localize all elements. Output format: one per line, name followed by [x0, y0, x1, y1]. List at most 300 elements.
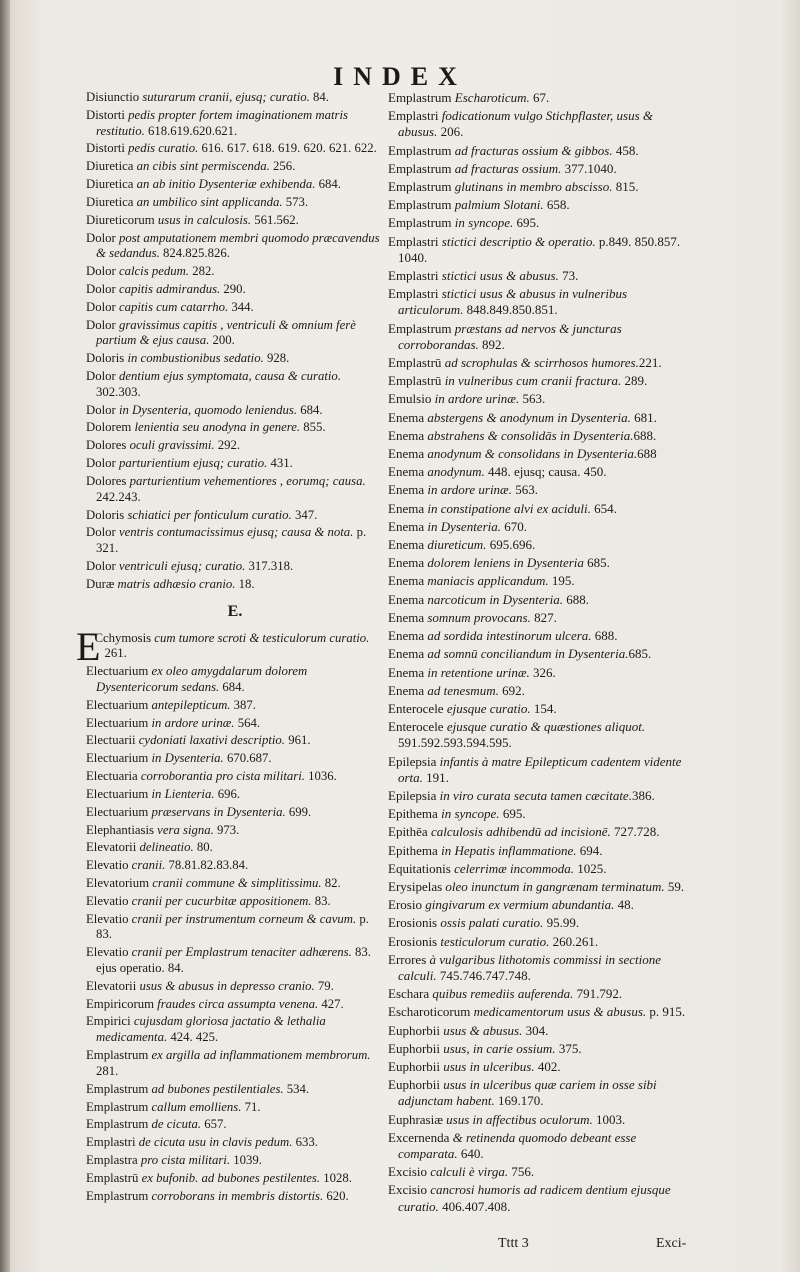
entry-pages: 684. [315, 177, 341, 192]
entry-pages: 699. [285, 804, 312, 819]
entry-pages: 71. [241, 1099, 261, 1114]
entry-pages: 84. [309, 90, 329, 104]
entry-text: cranii per Emplastrum tenaciter adhærens. [131, 945, 352, 960]
entry-text: cydoniati laxativi descriptio. [138, 733, 285, 748]
entry-text: usus & abusus in depresso cranio. [139, 978, 315, 993]
entry-pages: 242.243. [96, 489, 141, 504]
entry-text: præservans in Dysenteria. [151, 804, 286, 819]
entry-pages: 654. [590, 500, 617, 516]
entry-headword: Equitationis [388, 860, 455, 876]
entry-text: an cibis sint permiscenda. [136, 159, 270, 174]
entry-text: matris adhæsio cranio. [117, 576, 236, 591]
entry-text: gingivarum ex vermium abundantia. [425, 897, 615, 913]
entry-pages: 260.261. [549, 933, 599, 949]
entry-pages: 688 [637, 446, 657, 462]
page-header-title: INDEX [333, 62, 467, 91]
entry-pages: 688. [633, 427, 657, 443]
entry-text: ex oleo amygdalarum dolorem Dysentericorum sedans. [96, 664, 308, 694]
index-entry [388, 501, 694, 517]
index-entry [86, 90, 384, 106]
entry-pages: 855. [300, 420, 326, 435]
initial-capital: E [76, 623, 101, 669]
entry-headword: Enema [388, 446, 428, 462]
index-entry [86, 823, 384, 839]
index-entry [86, 159, 384, 175]
entry-text: in Hepatis inflammatione. [441, 842, 577, 858]
entry-pages: 561.562. [251, 212, 299, 227]
entry-headword: Disiunctio [86, 90, 143, 104]
entry-text: ventriculi ejusq; curatio. [118, 558, 246, 573]
right-entries [388, 90, 694, 1215]
entry-headword: Emplastri [388, 268, 442, 284]
entry-text: infantis à matre Epilepticum cadentem vidente orta. [398, 753, 682, 785]
index-entry [388, 446, 694, 462]
index-entry [388, 1023, 694, 1039]
index-entry [86, 264, 384, 280]
entry-headword: Enema [388, 591, 428, 607]
entry-headword: Diureticorum [86, 212, 158, 227]
index-entry [388, 234, 694, 266]
entry-headword: Emplastrum [388, 160, 455, 176]
entry-text: calcis pedum. [118, 264, 190, 279]
index-entry [388, 788, 694, 804]
index-entry [388, 934, 694, 950]
entry-pages: 892. [478, 336, 505, 352]
entry-text: usus in ulceribus. [443, 1058, 535, 1074]
entry-headword: Erosionis [388, 915, 441, 931]
entry-headword: Electuarium [86, 804, 152, 819]
entry-headword: Electuaria [86, 769, 141, 784]
entry-headword: Diuretica [86, 159, 137, 174]
entry-pages: 695. [499, 806, 526, 822]
entry-pages: 928. [263, 351, 290, 366]
index-entry [388, 179, 694, 195]
entry-headword: Erosio [388, 897, 426, 913]
entry-pages: 67. [529, 90, 550, 105]
entry-text: maniacis applicandum. [427, 573, 549, 589]
entry-headword: Enterocele [388, 700, 447, 716]
entry-pages: 696. [214, 786, 241, 801]
entry-headword: Erosionis [388, 933, 441, 949]
index-entry [388, 646, 694, 662]
index-entry [388, 1059, 694, 1075]
index-entry [86, 474, 384, 506]
entry-pages: 745.746.747.748. [436, 967, 531, 983]
index-entry [388, 701, 694, 717]
entry-pages: 261. [104, 646, 127, 661]
entry-headword: Erysipelas [388, 878, 446, 894]
index-entry [388, 143, 694, 159]
entry-headword: Enema [388, 537, 428, 553]
entry-pages: 961. [285, 733, 311, 748]
entry-text: ossis palati curatio. [440, 915, 544, 931]
entry-text: dentium ejus symptomata, causa & curatio. [118, 369, 341, 383]
entry-text: calculosis adhibendū ad incisionē. [430, 824, 611, 840]
index-entry [86, 1048, 384, 1080]
entry-headword: Dolores [86, 438, 130, 453]
entry-headword: Emplastrum [388, 215, 455, 231]
index-entry [388, 410, 694, 426]
entry-headword: Excernenda [388, 1129, 453, 1145]
index-entry [86, 894, 384, 910]
entry-pages: 290. [220, 281, 246, 296]
entry-headword: Epilepsia [388, 753, 440, 769]
entry-headword: Elephantiasis [86, 822, 158, 837]
index-entry [86, 231, 384, 263]
entry-text: in Lienteria. [151, 786, 215, 801]
index-entry [388, 897, 694, 913]
entry-text: præstans ad nervos & juncturas corroborandas. [398, 320, 622, 352]
entry-text: usus in calculosis. [157, 212, 252, 227]
index-entry [86, 108, 384, 140]
index-entry [388, 1041, 694, 1057]
entry-headword: Enema [388, 646, 428, 662]
entry-headword: Dolor [86, 299, 119, 314]
entry-text: in Dysenteria, quomodo leniendus. [118, 402, 298, 417]
entry-pages: 681. [630, 409, 657, 425]
signature-mark: Tttt 3 [498, 1236, 529, 1251]
index-entry [86, 141, 384, 157]
index-entry [388, 428, 694, 444]
entry-pages: 18. [235, 576, 255, 591]
entry-pages: p.849. 850.857. 1040. [398, 233, 681, 265]
entry-headword: Errores [388, 951, 430, 967]
index-entry [388, 161, 694, 177]
entry-pages: 1036. [304, 769, 337, 784]
entry-text: de cicuta. [151, 1117, 202, 1132]
entry-headword: Enema [388, 555, 428, 571]
entry-pages: 695.696. [486, 537, 536, 553]
entry-pages: 200. [209, 333, 235, 348]
entry-pages: 563. [519, 391, 546, 407]
entry-text: fraudes circa assumpta venena. [157, 996, 319, 1011]
entry-headword: Emplastrum [86, 1117, 152, 1132]
catchword: Exci- [656, 1236, 687, 1251]
index-entry [86, 577, 384, 593]
index-entry [388, 391, 694, 407]
entry-pages: 573. [282, 194, 309, 209]
entry-headword: Euphorbii [388, 1040, 444, 1056]
entry-headword: Emplastrum [86, 1048, 152, 1063]
index-entry [86, 698, 384, 714]
entry-text: pedis curatio. [128, 141, 199, 156]
entry-headword: Eschara [388, 986, 433, 1002]
entry-text: calculi è virga. [430, 1164, 509, 1180]
entry-pages: 688. [562, 591, 589, 607]
entry-headword: Emplastrum [86, 1081, 152, 1096]
entry-headword: Electuarium [86, 786, 152, 801]
index-entry [388, 215, 694, 231]
index-entry [86, 1171, 384, 1187]
entry-pages: 534. [283, 1081, 310, 1096]
entry-pages: 827. [530, 609, 557, 625]
entry-headword: Diuretica [86, 194, 137, 209]
entry-pages: 564. [234, 715, 260, 730]
entry-headword: Empirici [86, 1014, 134, 1029]
entry-headword: Electuarium [86, 664, 152, 679]
entry-pages: 289. [621, 373, 648, 389]
entry-headword: Dolorem [86, 420, 135, 435]
index-entry [388, 537, 694, 553]
entry-headword: Epithema [388, 806, 442, 822]
index-entry [86, 912, 384, 944]
index-entry [86, 508, 384, 524]
entry-text: à vulgaribus lithotomis commissi in sectione calculi. [398, 951, 661, 983]
entry-text: cranii per cucurbitæ appositionem. [131, 893, 312, 908]
index-entry [86, 420, 384, 436]
entry-text: de cicuta usu in clavis pedum. [138, 1135, 293, 1150]
left-entries-d [86, 90, 384, 593]
entry-pages: 221. [638, 355, 662, 371]
entry-pages: 317.318. [245, 558, 294, 573]
entry-headword: Enema [388, 464, 428, 480]
index-entry [86, 716, 384, 732]
entry-headword: Dolores [86, 473, 130, 488]
entry-pages: 282. [189, 264, 215, 279]
entry-pages: 427. [318, 996, 344, 1011]
entry-text: parturientium vehementiores , eorumq; causa. [129, 473, 366, 488]
entry-headword: Dolor [86, 456, 119, 471]
entry-pages: 684. [297, 402, 323, 417]
index-entry [388, 108, 694, 140]
entry-headword: Emplastri [388, 286, 442, 302]
index-entry [388, 610, 694, 626]
entry-headword: Cchymosis [94, 630, 155, 645]
entry-headword: Enema [388, 609, 428, 625]
index-entry [86, 769, 384, 785]
entry-headword: Dolor [86, 230, 119, 245]
entry-text: quibus remediis auferenda. [432, 986, 574, 1002]
index-entry [86, 1135, 384, 1151]
entry-headword: Elevatorii [86, 978, 140, 993]
index-entry [388, 824, 694, 840]
entry-text: ventris contumacissimus ejusq; causa & nota. [118, 525, 354, 540]
index-entry [86, 1100, 384, 1116]
entry-pages: 387. [230, 697, 256, 712]
entry-pages: 692. [498, 682, 525, 698]
index-entry [86, 787, 384, 803]
entry-text: oleo inunctum in gangrænam terminatum. [445, 878, 665, 894]
entry-headword: Dolor [86, 525, 119, 540]
entry-text: corroborantia pro cista militari. [140, 769, 305, 784]
entry-text: post amputationem membri quomodo præcavendus & sedandus. [96, 230, 380, 261]
entry-pages: 281. [96, 1063, 119, 1078]
entry-pages: 695. [513, 215, 540, 231]
entry-text: an ab initio Dysenteriæ exhibenda. [136, 177, 316, 192]
entry-headword: Epilepsia [388, 787, 440, 803]
entry-text: abstrahens & consolidās in Dysenteria. [427, 427, 634, 443]
page-binding-edge [0, 0, 10, 1272]
index-entry [388, 843, 694, 859]
entry-pages: 685. [628, 646, 652, 662]
entry-pages: 815. [612, 179, 639, 195]
entry-pages: 670.687. [223, 751, 272, 766]
entry-headword: Dolor [86, 369, 119, 383]
entry-text: cancrosi humoris ad radicem dentium ejusque curatio. [398, 1182, 671, 1214]
entry-pages: 375. [555, 1040, 582, 1056]
entry-headword: Emplastrum [388, 179, 455, 195]
entry-text: diureticum. [427, 537, 487, 553]
entry-pages: 326. [529, 664, 556, 680]
entry-text: usus in affectibus oculorum. [446, 1111, 593, 1127]
entry-pages: 824.825.826. [159, 246, 230, 261]
entry-text: ex argilla ad inflammationem membrorum. [151, 1048, 371, 1063]
entry-pages: 83. [311, 893, 331, 908]
entry-pages: p. 915. [646, 1004, 686, 1020]
index-entry [388, 1164, 694, 1180]
entry-headword: Emplastri [86, 1135, 139, 1150]
index-entry [86, 559, 384, 575]
entry-headword: Elevatio [86, 858, 132, 873]
entry-headword: Empiricorum [86, 996, 158, 1011]
entry-pages: 563. [511, 482, 538, 498]
entry-pages: 848.849.850.851. [463, 302, 558, 318]
entry-headword: Emplastrū [388, 373, 445, 389]
entry-text: in viro curata secuta tamen cæcitate. [439, 787, 632, 803]
entry-text: usus in ulceribus quæ cariem in osse sibi adjunctam habent. [398, 1077, 657, 1109]
entry-text: palmium Slotani. [454, 197, 544, 213]
index-entry [86, 1082, 384, 1098]
entry-pages: 424. 425. [167, 1030, 219, 1045]
entry-pages: 83. ejus operatio. 84. [96, 945, 371, 975]
entry-text: parturientium ejusq; curatio. [118, 456, 268, 471]
index-entry [76, 623, 384, 669]
index-entry [86, 195, 384, 211]
entry-headword: Epithema [388, 842, 442, 858]
entry-text: corroborans in membris distortis. [151, 1188, 324, 1203]
entry-text: anodynum. [427, 464, 485, 480]
entry-headword: Elevatio [86, 911, 132, 926]
entry-headword: Dolor [86, 281, 119, 296]
entry-pages: 78.81.82.83.84. [165, 858, 249, 873]
index-entry [388, 268, 694, 284]
entry-text: oculi gravissimi. [129, 438, 215, 453]
entry-pages: p. 83. [96, 911, 369, 942]
entry-pages: 73. [558, 268, 579, 284]
entry-pages: 48. [614, 897, 634, 913]
index-entry [86, 1117, 384, 1133]
entry-text: somnum provocans. [427, 609, 531, 625]
entry-headword: Emplastrū [388, 355, 445, 371]
entry-text: fodicationum vulgo Stichpflaster, usus & abusus. [398, 108, 654, 140]
entry-text: glutinans in membro abscisso. [454, 179, 613, 195]
entry-headword: Euphorbii [388, 1022, 444, 1038]
entry-text: an umbilico sint applicanda. [136, 194, 283, 209]
entry-headword: Electuarii [86, 733, 139, 748]
entry-headword: Elevatorium [86, 875, 153, 890]
entry-pages: 154. [530, 700, 557, 716]
entry-text: cranii commune & simplitissimu. [152, 875, 322, 890]
index-entry [388, 806, 694, 822]
entry-pages: 79. [314, 978, 334, 993]
entry-headword: Emplastrum [388, 90, 455, 105]
index-entry [388, 197, 694, 213]
entry-text: dolorem leniens in Dysenteria [427, 555, 584, 571]
index-entry [86, 876, 384, 892]
entry-text: testiculorum curatio. [440, 933, 550, 949]
index-entry [86, 733, 384, 749]
entry-pages: 386. [631, 787, 655, 803]
entry-headword: Distorti [86, 141, 129, 156]
index-entry [86, 840, 384, 856]
entry-text: medicamentorum usus & abusus. [473, 1004, 647, 1020]
index-entry [86, 1189, 384, 1205]
entry-pages: 448. ejusq; causa. 450. [484, 464, 607, 480]
entry-text: stictici usus & abusus. [441, 268, 559, 284]
entry-pages: 406.407.408. [438, 1198, 511, 1214]
entry-pages: 80. [193, 840, 213, 855]
index-entry [86, 751, 384, 767]
index-entry [388, 519, 694, 535]
entry-headword: Excisio [388, 1182, 431, 1198]
index-entry [388, 482, 694, 498]
entry-text: lenientia seu anodyna in genere. [134, 420, 301, 435]
entry-text: suturarum cranii, ejusq; curatio. [142, 90, 310, 104]
entry-pages: 657. [201, 1117, 227, 1132]
entry-headword: Dolor [86, 558, 119, 573]
entry-headword: Doloris [86, 507, 128, 522]
entry-text: in Dysenteria. [151, 751, 224, 766]
entry-text: ad fracturas ossium. [454, 160, 562, 176]
entry-pages: 684. [219, 680, 245, 694]
entry-pages: 302.303. [96, 384, 141, 399]
entry-headword: Dolor [86, 317, 119, 332]
entry-headword: Enema [388, 573, 428, 589]
entry-text: narcoticum in Dysenteria. [427, 591, 563, 607]
entry-text: schiatici per fonticulum curatio. [127, 507, 292, 522]
index-entry [388, 665, 694, 681]
entry-headword: Emplastrum [86, 1099, 152, 1114]
entry-headword: Emplastrum [86, 1188, 152, 1203]
entry-text: ad fracturas ossium & gibbos. [454, 142, 613, 158]
entry-headword: Elevatio [86, 945, 132, 960]
index-entry [388, 592, 694, 608]
entry-headword: Emplastri [388, 108, 442, 124]
index-entry [388, 90, 694, 106]
entry-headword: Enema [388, 427, 428, 443]
entry-text: capitis admirandus. [118, 281, 221, 296]
entry-headword: Emulsio [388, 391, 435, 407]
index-entry [86, 318, 384, 350]
entry-headword: Dolor [86, 402, 119, 417]
index-entry [86, 858, 384, 874]
index-entry [388, 683, 694, 699]
index-entry [86, 282, 384, 298]
entry-pages: 304. [522, 1022, 549, 1038]
entry-pages: 431. [267, 456, 293, 471]
entry-pages: 633. [292, 1135, 318, 1150]
index-entry [86, 403, 384, 419]
entry-headword: Euphorbii [388, 1058, 444, 1074]
entry-headword: Emplastri [388, 233, 442, 249]
entry-headword: Emplastrum [388, 142, 455, 158]
entry-text: vera signa. [157, 822, 214, 837]
entry-headword: Emplastrum [388, 197, 455, 213]
index-entry [86, 213, 384, 229]
entry-text: cranii per instrumentum corneum & cavum. [131, 911, 357, 926]
index-entry [388, 573, 694, 589]
index-entry [86, 664, 384, 696]
entry-text: antepilepticum. [151, 697, 231, 712]
entry-text: in syncope. [441, 806, 500, 822]
index-entry [388, 915, 694, 931]
index-entry [388, 861, 694, 877]
index-entry [86, 438, 384, 454]
index-entry [86, 945, 384, 977]
index-entry [388, 1004, 694, 1020]
entry-pages: p. 321. [96, 525, 367, 556]
entry-text: in vulneribus cum cranii fractura. [444, 373, 622, 389]
